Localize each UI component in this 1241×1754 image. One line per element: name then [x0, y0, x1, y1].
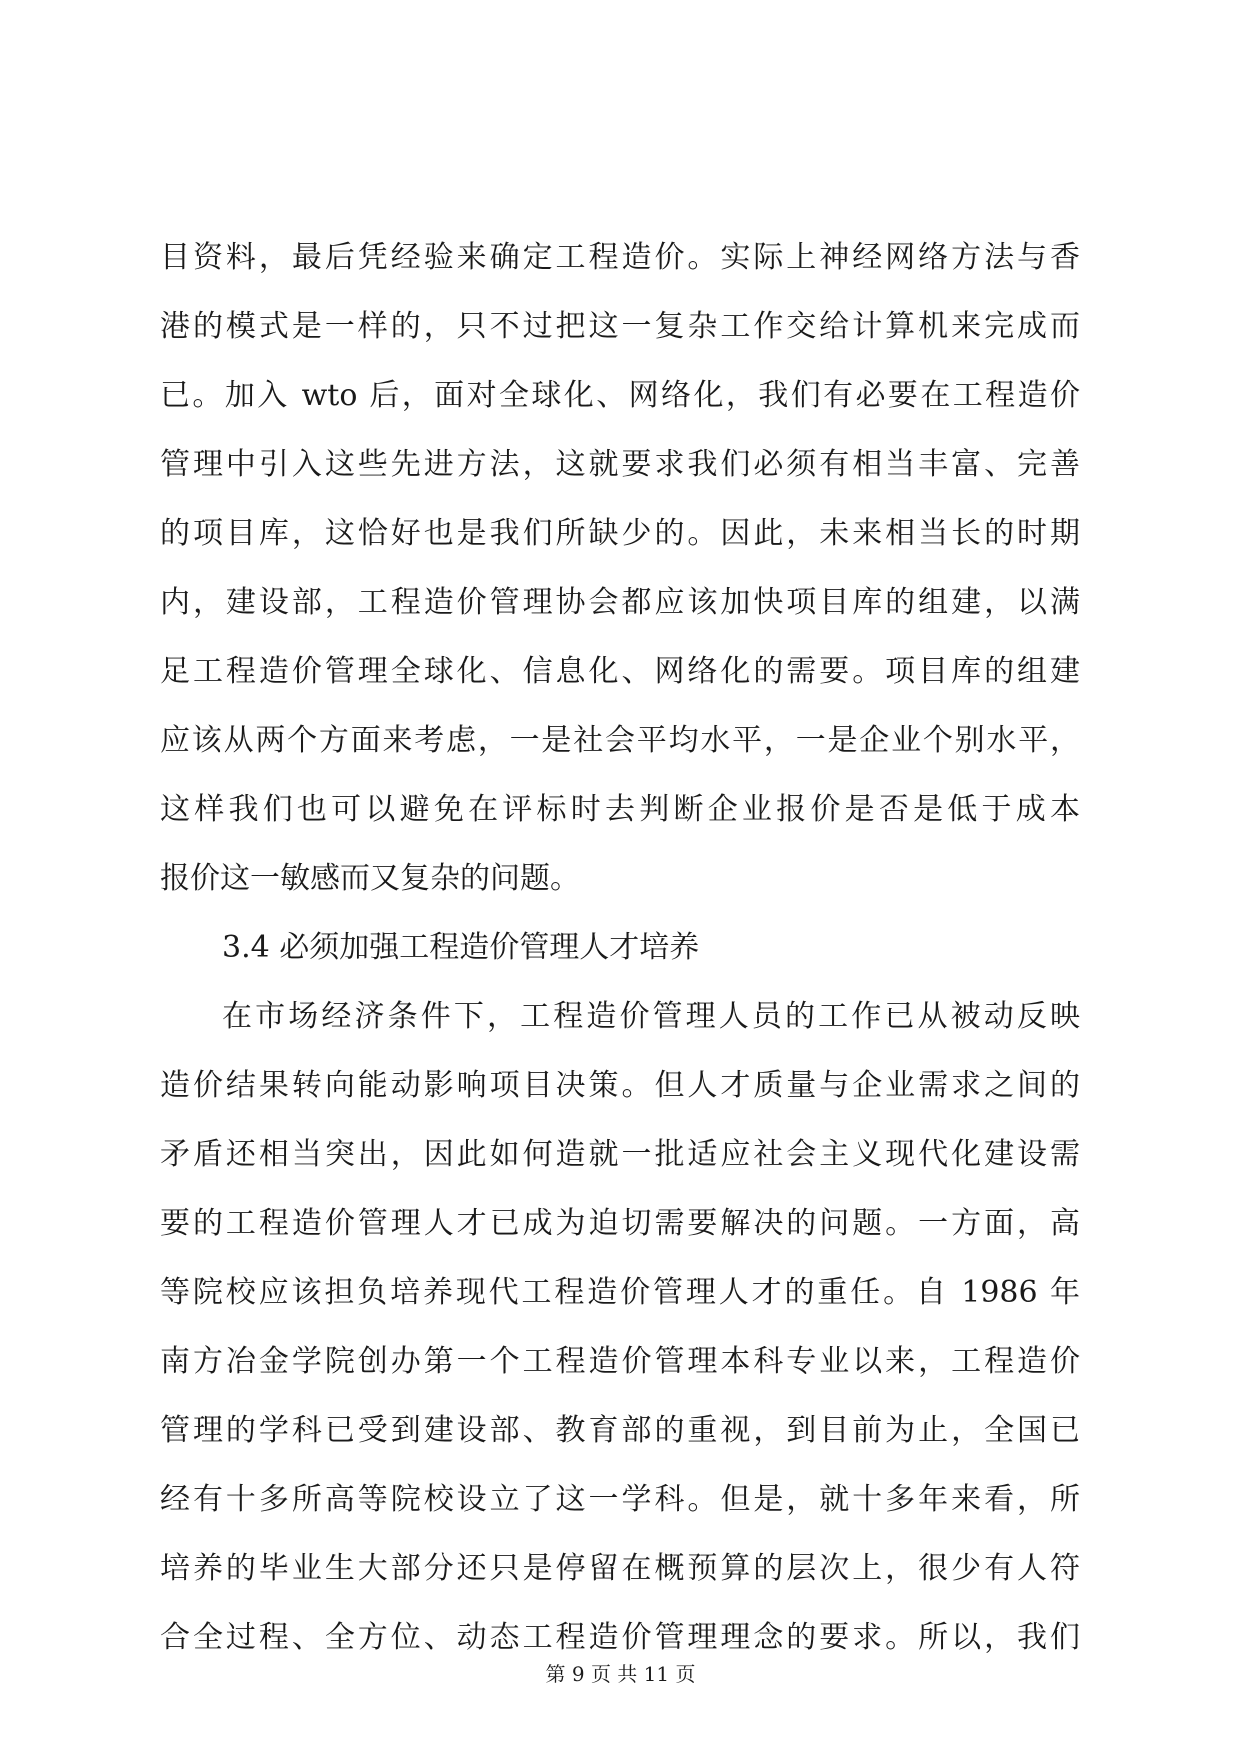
text-line: 合全过程、全方位、动态工程造价管理理念的要求。所以，我们 [160, 1620, 1080, 1655]
text-line: 目资料，最后凭经验来确定工程造价。实际上神经网络方法与香 [160, 240, 1080, 275]
text-line: 南方冶金学院创办第一个工程造价管理本科专业以来，工程造价 [160, 1344, 1080, 1379]
text-line: 足工程造价管理全球化、信息化、网络化的需要。项目库的组建 [160, 654, 1080, 689]
paragraph-end-line: 报价这一敏感而又复杂的问题。 [160, 861, 580, 896]
text-line: 管理的学科已受到建设部、教育部的重视，到目前为止，全国已 [160, 1413, 1080, 1448]
text-line: 要的工程造价管理人才已成为迫切需要解决的问题。一方面，高 [160, 1206, 1080, 1241]
text-line: 经有十多所高等院校设立了这一学科。但是，就十多年来看，所 [160, 1482, 1080, 1517]
text-line: 这样我们也可以避免在评标时去判断企业报价是否是低于成本 [160, 792, 1080, 827]
text-line: 内，建设部，工程造价管理协会都应该加快项目库的组建，以满 [160, 585, 1080, 620]
section-heading: 3.4 必须加强工程造价管理人才培养 [222, 930, 700, 965]
text-line: 管理中引入这些先进方法，这就要求我们必须有相当丰富、完善 [160, 447, 1080, 482]
page-number-footer: 第 9 页 共 11 页 [545, 1662, 696, 1686]
text-line: 造价结果转向能动影响项目决策。但人才质量与企业需求之间的 [160, 1068, 1080, 1103]
paragraph-start-line: 在市场经济条件下，工程造价管理人员的工作已从被动反映 [222, 999, 1080, 1034]
text-line: 应该从两个方面来考虑，一是社会平均水平，一是企业个别水平， [160, 723, 1080, 758]
text-line: 已。加入 wto 后，面对全球化、网络化，我们有必要在工程造价 [160, 378, 1080, 413]
text-line: 矛盾还相当突出，因此如何造就一批适应社会主义现代化建设需 [160, 1137, 1080, 1172]
text-line: 培养的毕业生大部分还只是停留在概预算的层次上，很少有人符 [160, 1551, 1080, 1586]
text-line: 港的模式是一样的，只不过把这一复杂工作交给计算机来完成而 [160, 309, 1080, 344]
body-text [160, 223, 1080, 1672]
text-line: 等院校应该担负培养现代工程造价管理人才的重任。自 1986 年 [160, 1275, 1080, 1310]
text-line: 的项目库，这恰好也是我们所缺少的。因此，未来相当长的时期 [160, 516, 1080, 551]
